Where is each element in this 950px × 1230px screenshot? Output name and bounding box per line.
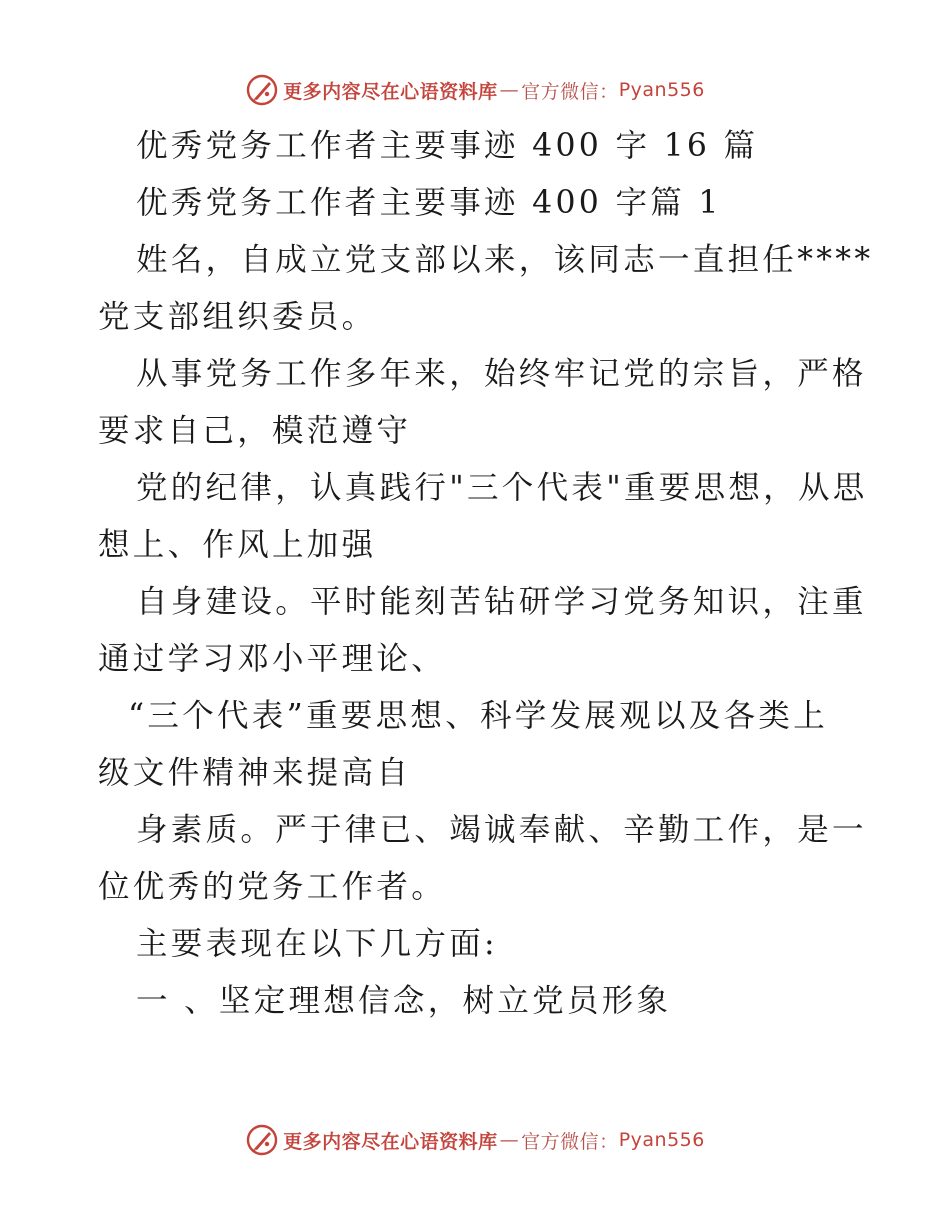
paragraph-line: 想上、作风上加强	[98, 527, 377, 563]
paragraph-line: 自身建设。平时能刻苦钻研学习党务知识，注重	[136, 584, 867, 620]
paragraph-line: 通过学习邓小平理论、	[98, 641, 447, 677]
paragraph-line: 党的纪律，认真践行"三个代表"重要思想，从思	[136, 470, 868, 506]
paragraph-line: 位优秀的党务工作者。	[98, 869, 447, 905]
paragraph-line: 要求自己，模范遵守	[98, 413, 412, 449]
header-site-name: 更多内容尽在心语资料库	[283, 80, 498, 103]
paragraph-line: 从事党务工作多年来，始终牢记党的宗旨，严格	[136, 356, 867, 392]
quill-logo-icon	[245, 1123, 279, 1157]
footer-watermark	[0, 1120, 950, 1160]
paragraph-line: 身素质。严于律已、竭诚奉献、辛勤工作，是一	[136, 812, 867, 848]
paragraph-line: 主要表现在以下几方面:	[136, 926, 498, 962]
header-wechat-label: 官方微信：	[521, 80, 619, 103]
subsection-heading: 一 、坚定理想信念，树立党员形象	[136, 983, 672, 1019]
document-title: 优秀党务工作者主要事迹 400 字 16 篇	[136, 128, 759, 164]
footer-wechat-id: Pyan556	[618, 1129, 705, 1151]
header-dash: —	[499, 79, 520, 101]
header-wechat-id: Pyan556	[618, 79, 705, 101]
header-watermark	[0, 70, 950, 110]
quill-logo-icon	[245, 73, 279, 107]
paragraph-line: 级文件精神来提高自	[98, 755, 412, 791]
paragraph-line: “三个代表”重要思想、科学发展观以及各类上	[128, 698, 829, 734]
document-body	[98, 118, 874, 1030]
paragraph-line: 党支部组织委员。	[98, 299, 377, 335]
footer-site-name: 更多内容尽在心语资料库	[283, 1130, 498, 1153]
footer-dash: —	[499, 1129, 520, 1151]
section-heading: 优秀党务工作者主要事迹 400 字篇 1	[136, 185, 722, 221]
paragraph-line: 姓名，自成立党支部以来，该同志一直担任****	[136, 242, 874, 278]
footer-wechat-label: 官方微信：	[521, 1130, 619, 1153]
